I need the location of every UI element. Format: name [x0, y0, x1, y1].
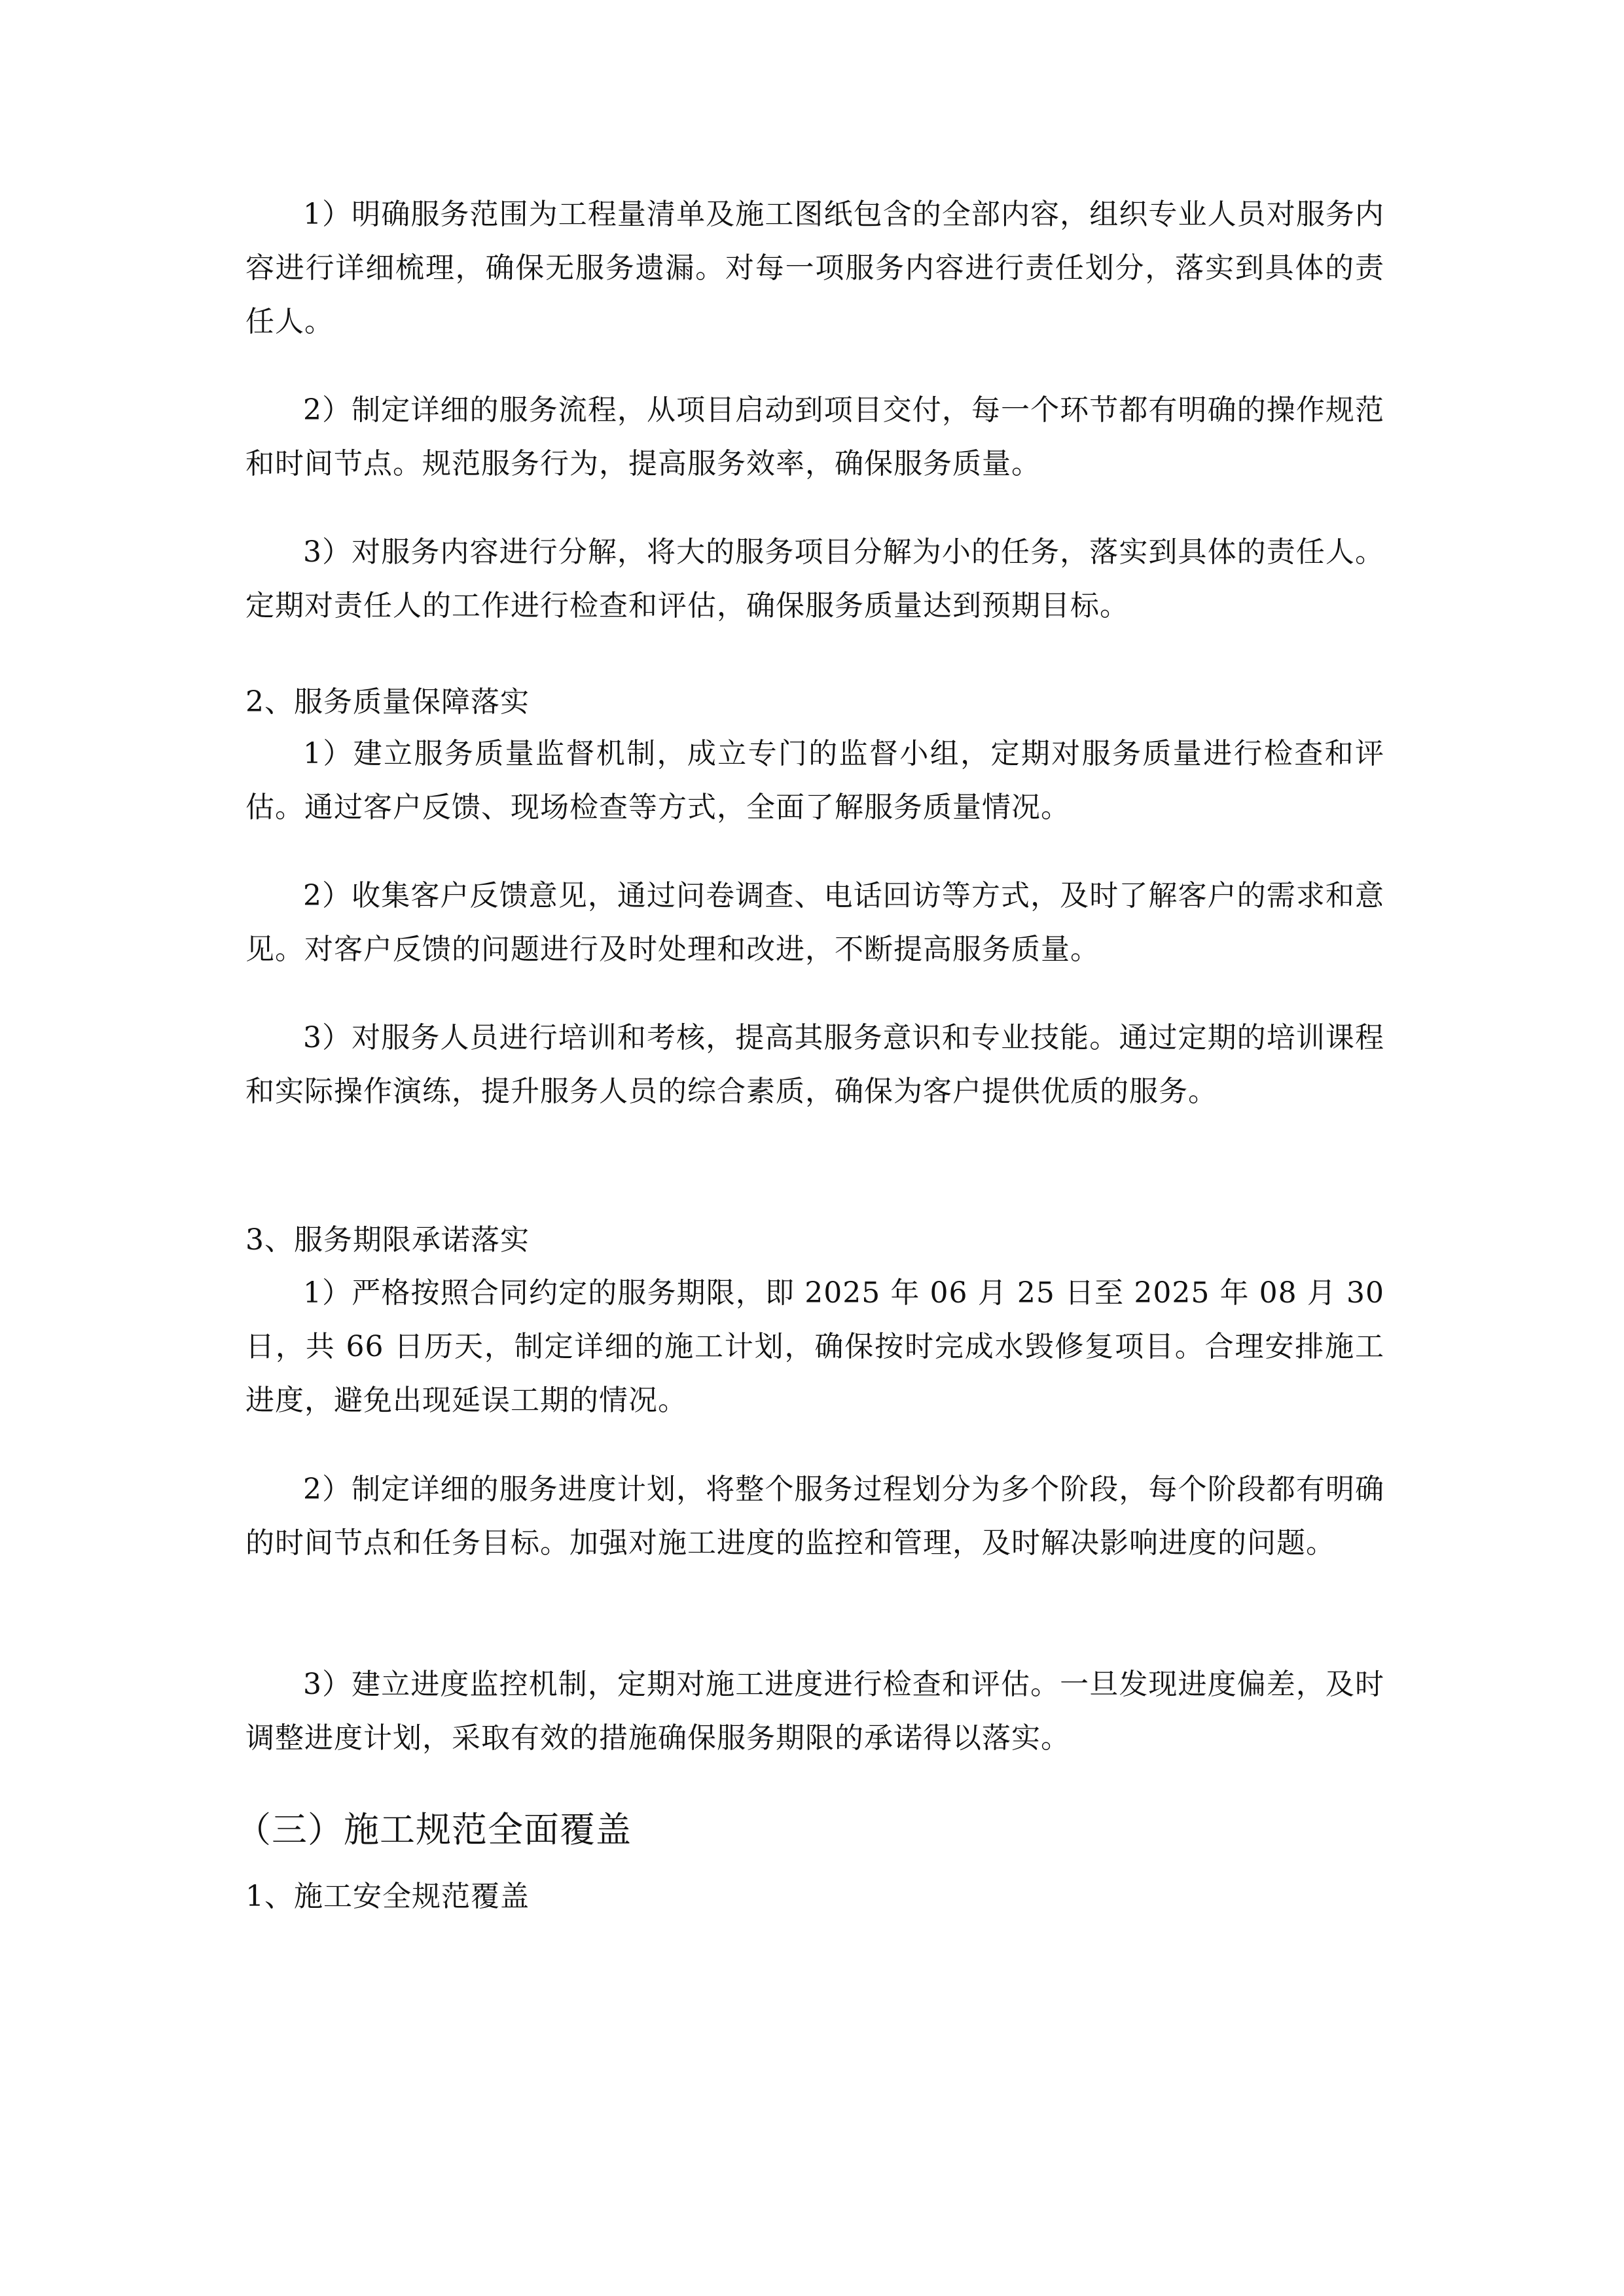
paragraph-progress-plan: 2）制定详细的服务进度计划，将整个服务过程划分为多个阶段，每个阶段都有明确的时间节点和任务目标。加强对施工进度的监控和管理，及时解决影响进度的问题。: [245, 1473, 1384, 1560]
subheading-safety-standards: 1、施工安全规范覆盖: [245, 1880, 530, 1913]
paragraph-task-decomposition: 3）对服务内容进行分解，将大的服务项目分解为小的任务，落实到具体的责任人。定期对责任人的工作进行检查和评估，确保服务质量达到预期目标。: [245, 535, 1384, 622]
subheading-service-period: 3、服务期限承诺落实: [245, 1223, 530, 1257]
paragraph-customer-feedback: 2）收集客户反馈意见，通过问卷调查、电话回访等方式，及时了解客户的需求和意见。对客户反馈的问题进行及时处理和改进，不断提高服务质量。: [245, 879, 1384, 966]
paragraph-contract-period: 1）严格按照合同约定的服务期限，即 2025 年 06 月 25 日至 2025 年 08 月 30 日，共 66 日历天，制定详细的施工计划，确保按时完成水毁修复项目。合理安排施工进度，避免出现延误工期的情况。: [245, 1276, 1384, 1417]
paragraph-scope-clarification: 1）明确服务范围为工程量清单及施工图纸包含的全部内容，组织专业人员对服务内容进行详细梳理，确保无服务遗漏。对每一项服务内容进行责任划分，落实到具体的责任人。: [245, 198, 1384, 338]
paragraph-service-process: 2）制定详细的服务流程，从项目启动到项目交付，每一个环节都有明确的操作规范和时间节点。规范服务行为，提高服务效率，确保服务质量。: [245, 393, 1384, 480]
paragraph-staff-training: 3）对服务人员进行培训和考核，提高其服务意识和专业技能。通过定期的培训课程和实际操作演练，提升服务人员的综合素质，确保为客户提供优质的服务。: [245, 1021, 1384, 1108]
section-heading-construction-standards: （三）施工规范全面覆盖: [236, 1809, 632, 1850]
subheading-quality-assurance: 2、服务质量保障落实: [245, 685, 530, 719]
paragraph-quality-supervision: 1）建立服务质量监督机制，成立专门的监督小组，定期对服务质量进行检查和评估。通过客户反馈、现场检查等方式，全面了解服务质量情况。: [245, 737, 1384, 824]
paragraph-progress-monitoring: 3）建立进度监控机制，定期对施工进度进行检查和评估。一旦发现进度偏差，及时调整进度计划，采取有效的措施确保服务期限的承诺得以落实。: [245, 1668, 1384, 1755]
